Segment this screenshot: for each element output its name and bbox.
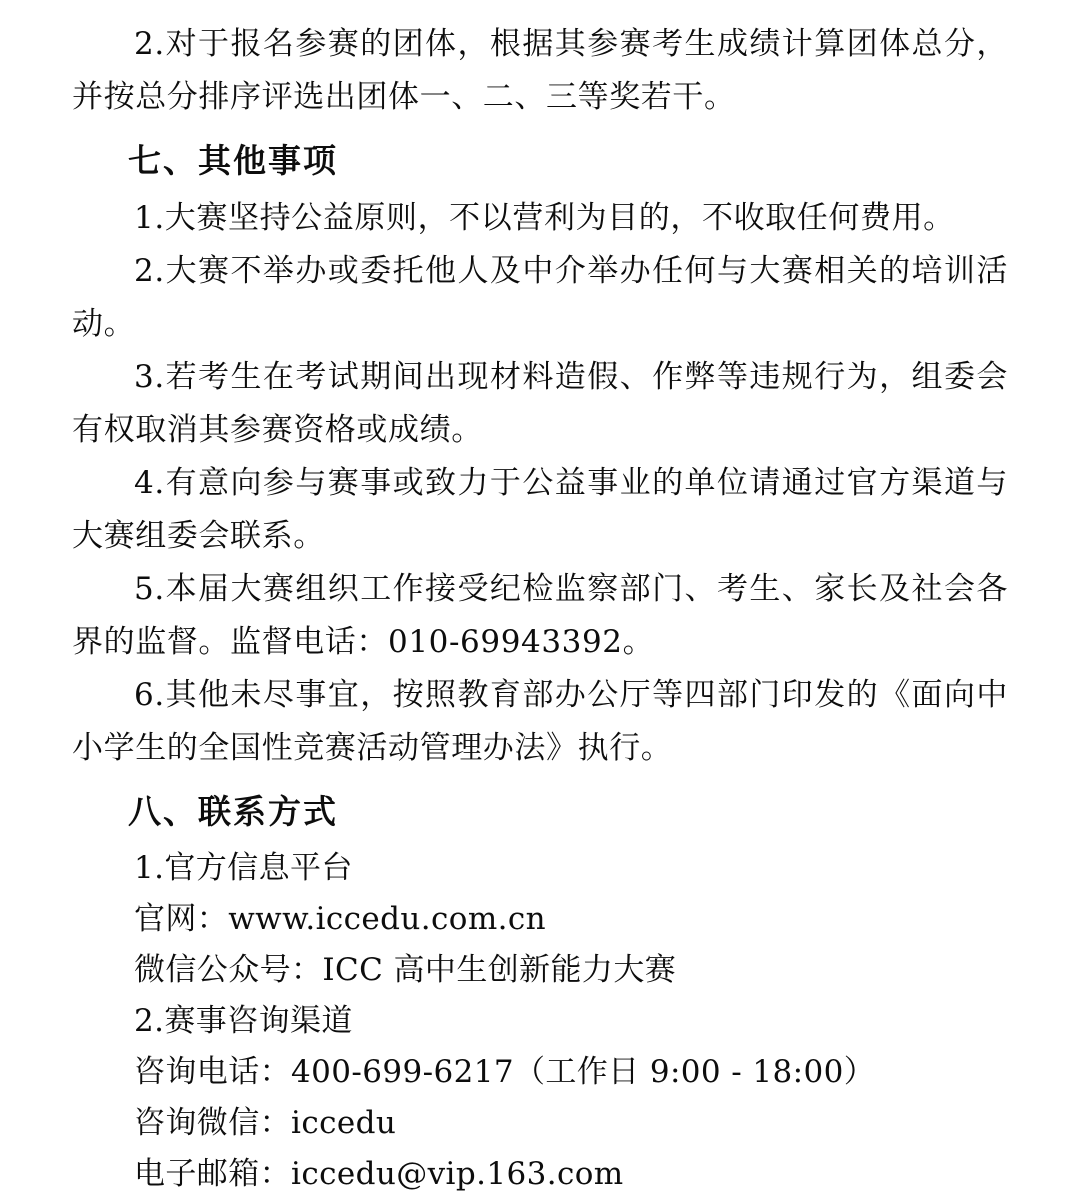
paragraph-item-1: 1.大赛坚持公益原则，不以营利为目的，不收取任何费用。 <box>134 200 955 236</box>
section-heading-other-matters: 七、其他事项 <box>128 141 338 180</box>
contact-email: 电子邮箱：iccedu@vip.163.com <box>134 1156 624 1192</box>
paragraph-team-award: 2.对于报名参赛的团体，根据其参赛考生成绩计算团体总分，并按总分排序评选出团体一、二、三等奖若干。 <box>72 26 1008 115</box>
paragraph-item-4: 4.有意向参与赛事或致力于公益事业的单位请通过官方渠道与大赛组委会联系。 <box>72 465 1008 554</box>
contact-subsection-consultation-title: 2.赛事咨询渠道 <box>134 1003 353 1039</box>
contact-phone: 咨询电话：400-699-6217（工作日 9:00 - 18:00） <box>134 1054 876 1090</box>
paragraph-item-2: 2.大赛不举办或委托他人及中介举办任何与大赛相关的培训活动。 <box>72 253 1008 342</box>
contact-wechat-official-account: 微信公众号：ICC 高中生创新能力大赛 <box>134 952 677 988</box>
contact-wechat: 咨询微信：iccedu <box>134 1105 397 1141</box>
paragraph-item-3: 3.若考生在考试期间出现材料造假、作弊等违规行为，组委会有权取消其参赛资格或成绩。 <box>72 359 1008 448</box>
contact-subsection-official-platform-title: 1.官方信息平台 <box>134 850 353 886</box>
contact-website: 官网：www.iccedu.com.cn <box>134 901 547 937</box>
section-heading-contact: 八、联系方式 <box>128 792 338 831</box>
paragraph-item-5: 5.本届大赛组织工作接受纪检监察部门、考生、家长及社会各界的监督。监督电话：010-69943392。 <box>72 571 1008 660</box>
paragraph-item-6: 6.其他未尽事宜，按照教育部办公厅等四部门印发的《面向中小学生的全国性竞赛活动管理办法》执行。 <box>72 677 1008 766</box>
